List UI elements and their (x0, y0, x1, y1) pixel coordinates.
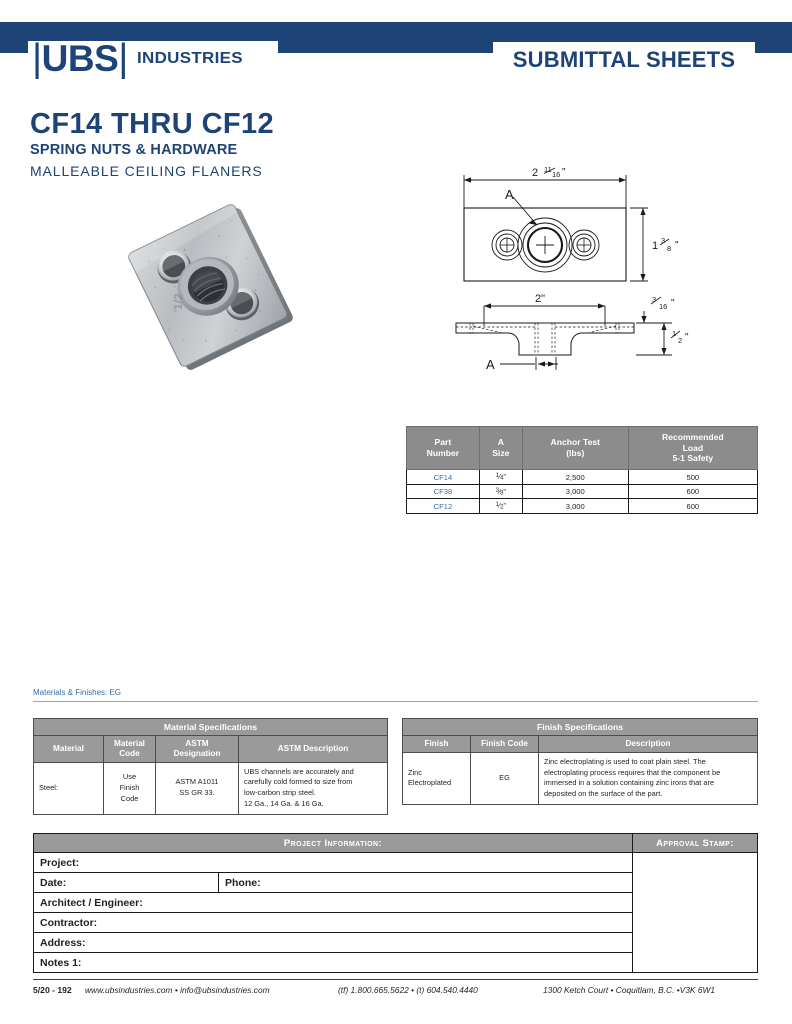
engineering-drawing (440, 163, 710, 378)
svg-text:16: 16 (552, 170, 561, 179)
company-logo (28, 36, 278, 80)
column-header-material: Material (34, 736, 104, 763)
cell-a-size: $^1⁄_2$" (479, 499, 522, 514)
cell-recommended-load: 600 (628, 499, 757, 514)
cell-astm-designation: ASTM A1011 SS GR 33. (156, 762, 239, 814)
form-row-project (34, 853, 758, 873)
svg-text:1/2: 1/2 (170, 293, 186, 311)
logo-wordmark: |UBS| (32, 36, 128, 80)
column-header-recommended-load: Recommended Load 5-1 Safety (628, 427, 757, 470)
svg-text:3: 3 (661, 236, 666, 245)
column-header-material-code: Material Code (104, 736, 156, 763)
svg-text:11: 11 (544, 165, 552, 174)
svg-text:A: A (505, 187, 514, 202)
cell-astm-description: UBS channels are accurately and carefully cold formed to size from low-carbon strip steel. 12 Ga., 14 Ga. & 16 Ga. (239, 762, 388, 814)
svg-text:8: 8 (667, 244, 672, 253)
field-contractor[interactable]: Contractor: (34, 913, 633, 933)
part-specification-table (406, 426, 758, 514)
cell-part-number: CF14 (407, 470, 480, 485)
footer-website: www.ubsindustries.com • info@ubsindustries.com (85, 985, 270, 995)
project-information-header: Project Information: (34, 834, 633, 853)
column-header-anchor-test: Anchor Test (lbs) (522, 427, 628, 470)
table-header-row (407, 427, 758, 470)
svg-text:": " (685, 332, 689, 343)
svg-text:2": 2" (534, 293, 546, 305)
column-header-finish-code: Finish Code (471, 736, 539, 753)
table-row (407, 499, 758, 514)
product-photo (118, 196, 308, 374)
finish-spec-title: Finish Specifications (403, 719, 758, 736)
table-row (407, 470, 758, 485)
cell-anchor-test: 3,000 (522, 499, 628, 514)
column-header-part-number: Part Number (407, 427, 480, 470)
project-information-form (33, 833, 758, 973)
column-header-finish: Finish (403, 736, 471, 753)
cell-finish: Zinc Electroplated (403, 752, 471, 804)
logo-industries-text: INDUSTRIES (136, 49, 243, 67)
field-notes[interactable]: Notes 1: (34, 953, 633, 973)
svg-text:3: 3 (652, 295, 657, 304)
cell-a-size: $^1⁄_4$" (479, 470, 522, 485)
cell-part-number: CF12 (407, 499, 480, 514)
approval-stamp-area[interactable] (632, 853, 757, 973)
page-title: CF14 THRU CF12 (30, 108, 275, 140)
cell-part-number: CF38 (407, 484, 480, 499)
cell-a-size: $^3⁄_8$" (479, 484, 522, 499)
footer-address: 1300 Ketch Court • Coquitlam, B.C. •V3K 6W1 (543, 985, 716, 995)
field-project[interactable]: Project: (34, 853, 633, 873)
table-row (407, 484, 758, 499)
cell-finish-code: EG (471, 752, 539, 804)
cell-finish-description: Zinc electroplating is used to coat plain steel. The electroplating process requires that the component be immersed in a solution containing zinc irons that are deposited on the surface of the part. (539, 752, 758, 804)
form-header-row (34, 834, 758, 853)
section-divider (33, 701, 758, 702)
material-spec-header-row (34, 736, 388, 763)
page-footer (33, 984, 758, 1000)
approval-stamp-header: Approval Stamp: (632, 834, 757, 853)
svg-text:A: A (486, 357, 495, 372)
field-address[interactable]: Address: (34, 933, 633, 953)
submittal-sheets-label: SUBMITTAL SHEETS (512, 46, 736, 72)
cell-anchor-test: 3,000 (522, 484, 628, 499)
finish-spec-title-row (403, 719, 758, 736)
column-header-a-size: A Size (479, 427, 522, 470)
svg-text:": " (562, 167, 566, 178)
cell-recommended-load: 600 (628, 484, 757, 499)
finish-spec-header-row (403, 736, 758, 753)
svg-text:16: 16 (659, 302, 668, 311)
svg-text:": " (671, 298, 675, 309)
footer-document-code: 5/20 - 192 (33, 985, 72, 995)
svg-text:2: 2 (678, 336, 683, 345)
material-spec-data-row (34, 762, 388, 814)
cell-material: Steel: (34, 762, 104, 814)
field-phone[interactable]: Phone: (219, 873, 633, 893)
cell-recommended-load: 500 (628, 470, 757, 485)
finish-spec-data-row (403, 752, 758, 804)
cell-material-code: Use Finish Code (104, 762, 156, 814)
page-description: MALLEABLE CEILING FLANERS (30, 163, 263, 179)
footer-divider (33, 979, 758, 980)
svg-text:": " (675, 240, 679, 251)
cell-anchor-test: 2,500 (522, 470, 628, 485)
footer-telephone: (tf) 1.800.665.5622 • (t) 604.540.4440 (338, 985, 478, 995)
column-header-description: Description (539, 736, 758, 753)
materials-finishes-note: Materials & Finishes: EG (33, 688, 122, 697)
material-specifications-table (33, 718, 388, 815)
svg-text:1: 1 (672, 329, 677, 338)
svg-text:1: 1 (652, 240, 659, 252)
material-spec-title: Material Specifications (34, 719, 388, 736)
page-subtitle: SPRING NUTS & HARDWARE (30, 142, 238, 158)
svg-text:2: 2 (531, 167, 539, 179)
field-date[interactable]: Date: (34, 873, 219, 893)
column-header-astm-description: ASTM Description (239, 736, 388, 763)
submittal-sheets-banner (493, 42, 755, 77)
finish-specifications-table (402, 718, 758, 805)
column-header-astm-designation: ASTM Designation (156, 736, 239, 763)
material-spec-title-row (34, 719, 388, 736)
field-architect-engineer[interactable]: Architect / Engineer: (34, 893, 633, 913)
